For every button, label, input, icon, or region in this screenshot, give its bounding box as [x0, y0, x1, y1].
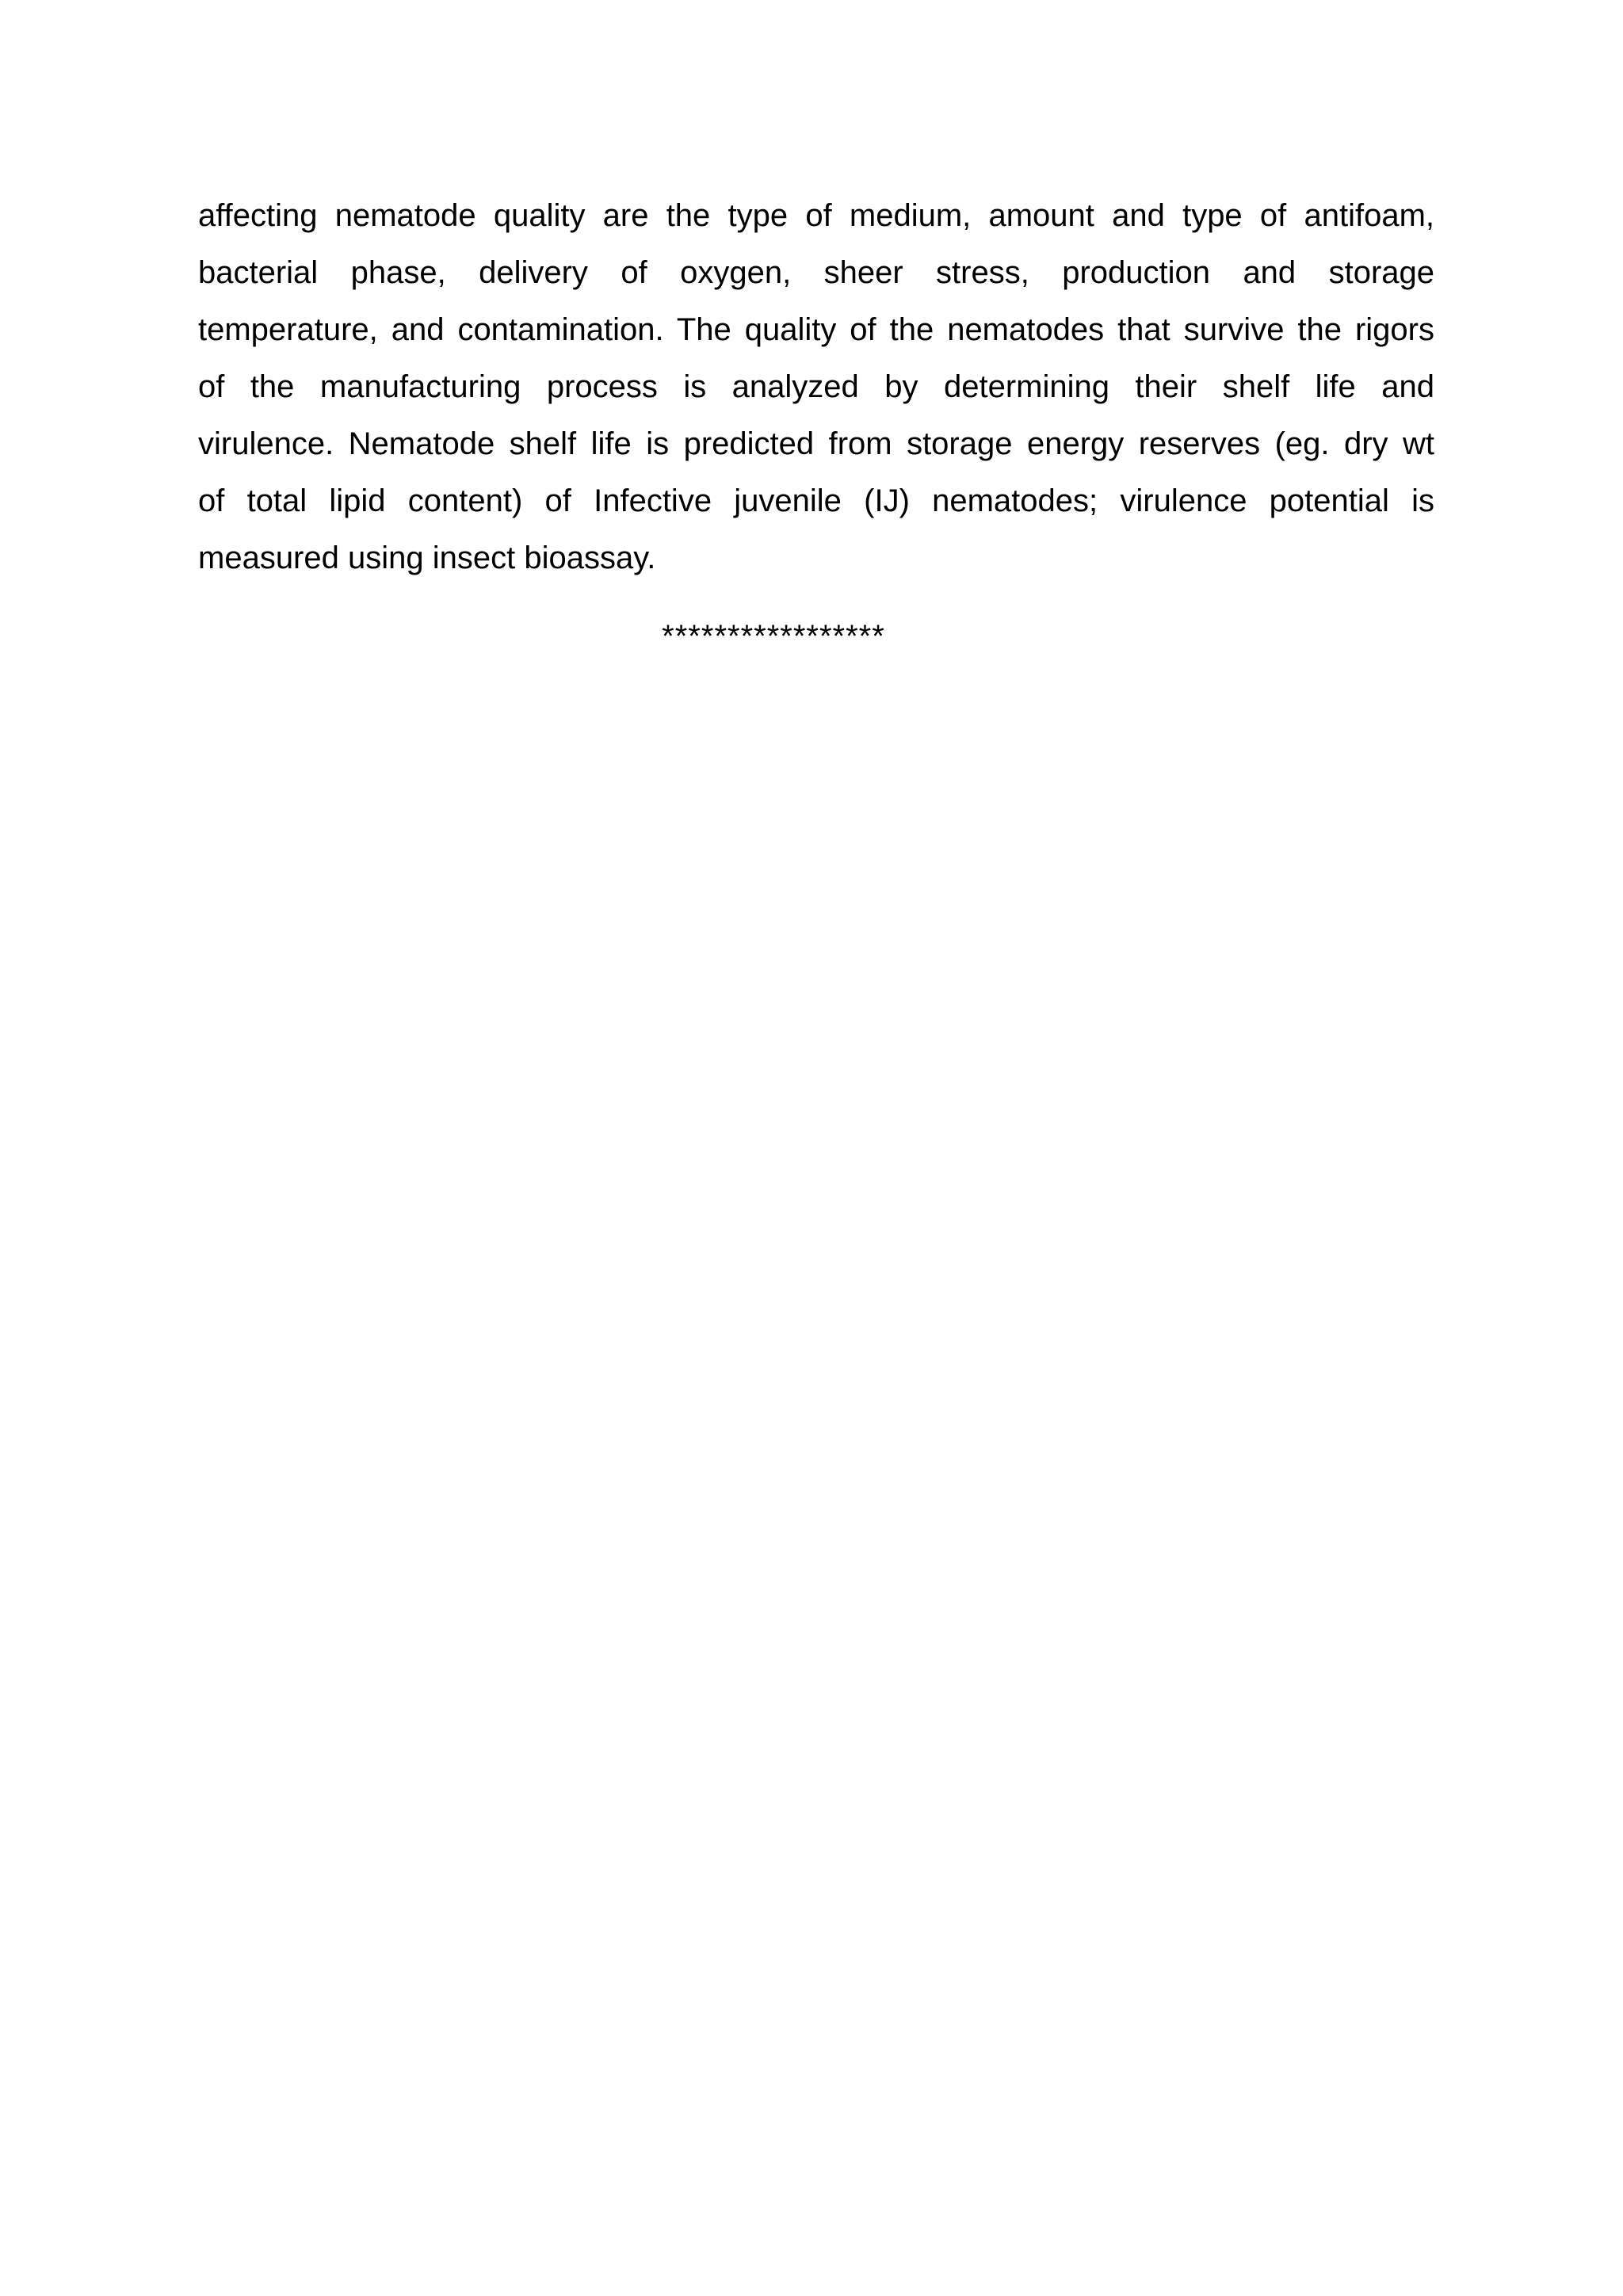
body-paragraph	[198, 187, 1434, 586]
paragraph-line: of the manufacturing process is analyzed by determining their shelf life and	[198, 369, 1434, 404]
paragraph-line: virulence. Nematode shelf life is predicted from storage energy reserves (eg. dry wt	[198, 426, 1434, 461]
paragraph-line: bacterial phase, delivery of oxygen, sheer stress, production and storage	[198, 255, 1434, 290]
paragraph-line: temperature, and contamination. The quality of the nematodes that survive the rigors	[198, 312, 1434, 347]
paragraph-line: affecting nematode quality are the type of medium, amount and type of antifoam,	[198, 198, 1434, 233]
paragraph-line: of total lipid content) of Infective juvenile (IJ) nematodes; virulence potential is	[198, 483, 1434, 518]
section-separator: *****************	[662, 619, 885, 654]
paragraph-line: measured using insect bioassay.	[198, 541, 656, 575]
